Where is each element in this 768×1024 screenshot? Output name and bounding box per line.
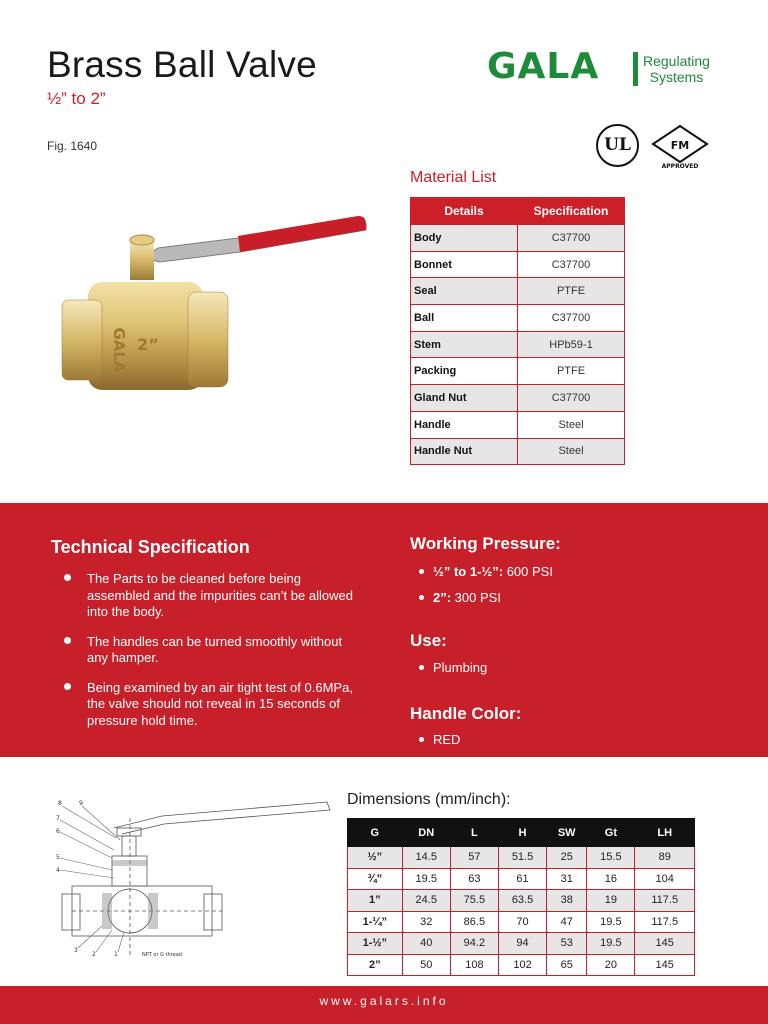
figure-number: Fig. 1640 bbox=[47, 139, 98, 153]
dim-value-cell: 20 bbox=[587, 954, 635, 976]
working-pressure-title: Working Pressure: bbox=[410, 534, 561, 553]
dim-value-cell: 94.2 bbox=[450, 933, 498, 955]
gala-logo bbox=[487, 46, 727, 92]
material-spec: Steel bbox=[518, 411, 625, 438]
table-row bbox=[348, 847, 695, 869]
material-part: Ball bbox=[411, 305, 518, 332]
list-item bbox=[419, 564, 553, 580]
list-item: The Parts to be cleaned before being assembled and the impurities can’t be allowed into the body. bbox=[64, 571, 354, 621]
material-table-header bbox=[411, 198, 625, 225]
logo-sub-line1: Regulating bbox=[643, 53, 710, 69]
dim-value-cell: 70 bbox=[498, 911, 546, 933]
dim-value-cell: 117.5 bbox=[635, 911, 695, 933]
table-row bbox=[411, 278, 625, 305]
material-spec: PTFE bbox=[518, 358, 625, 385]
dim-value-cell: 16 bbox=[587, 868, 635, 890]
dim-value-cell: 38 bbox=[547, 890, 587, 912]
website-link[interactable]: www.galars.info bbox=[319, 994, 449, 1008]
ul-certification-icon: UL bbox=[596, 124, 639, 167]
table-row bbox=[348, 890, 695, 912]
dim-size-cell: 1-¼” bbox=[348, 911, 403, 933]
drawing-callout: 3 bbox=[74, 947, 78, 954]
dim-header: L bbox=[450, 819, 498, 847]
material-header-details: Details bbox=[411, 198, 518, 225]
table-row bbox=[348, 868, 695, 890]
dim-header: LH bbox=[635, 819, 695, 847]
table-row bbox=[348, 954, 695, 976]
material-spec: PTFE bbox=[518, 278, 625, 305]
material-part: Gland Nut bbox=[411, 385, 518, 412]
list-item: The handles can be turned smoothly without any hamper. bbox=[64, 634, 354, 667]
material-spec: C37700 bbox=[518, 305, 625, 332]
drawing-callout: 1 bbox=[114, 951, 118, 958]
specification-band bbox=[0, 503, 768, 757]
dim-header: DN bbox=[402, 819, 450, 847]
logo-word: GALA bbox=[487, 46, 600, 87]
dim-value-cell: 31 bbox=[547, 868, 587, 890]
dim-value-cell: 19.5 bbox=[587, 933, 635, 955]
ball-valve-photo bbox=[48, 200, 378, 420]
photo-size-text: 2” bbox=[137, 335, 159, 354]
drawing-callout: 4 bbox=[56, 867, 60, 874]
fm-approved-icon bbox=[651, 124, 709, 170]
logo-sub-line2: Systems bbox=[649, 69, 704, 85]
table-row bbox=[411, 331, 625, 358]
list-item: Plumbing bbox=[419, 660, 487, 676]
dimensions-table bbox=[347, 818, 695, 976]
dim-size-cell: ¾” bbox=[348, 868, 403, 890]
table-row bbox=[348, 933, 695, 955]
pressure-value: 600 PSI bbox=[503, 564, 553, 579]
material-spec: C37700 bbox=[518, 385, 625, 412]
dim-value-cell: 86.5 bbox=[450, 911, 498, 933]
dim-value-cell: 102 bbox=[498, 954, 546, 976]
material-part: Bonnet bbox=[411, 251, 518, 278]
dimensions-title: Dimensions (mm/inch): bbox=[347, 791, 511, 808]
material-part: Handle bbox=[411, 411, 518, 438]
logo-divider bbox=[633, 52, 638, 86]
dim-value-cell: 19.5 bbox=[587, 911, 635, 933]
technical-spec-list bbox=[64, 571, 354, 742]
table-row bbox=[411, 225, 625, 252]
table-row bbox=[411, 358, 625, 385]
photo-body-text: GALA bbox=[110, 327, 128, 373]
dim-value-cell: 89 bbox=[635, 847, 695, 869]
dim-value-cell: 14.5 bbox=[402, 847, 450, 869]
dim-value-cell: 19.5 bbox=[402, 868, 450, 890]
technical-spec-title: Technical Specification bbox=[51, 537, 250, 557]
dim-value-cell: 145 bbox=[635, 954, 695, 976]
dim-value-cell: 32 bbox=[402, 911, 450, 933]
material-part: Seal bbox=[411, 278, 518, 305]
material-header-spec: Specification bbox=[518, 198, 625, 225]
table-row bbox=[411, 305, 625, 332]
dim-header: G bbox=[348, 819, 403, 847]
material-part: Stem bbox=[411, 331, 518, 358]
list-item: Being examined by an air tight test of 0.6MPa, the valve should not reveal in 15 seconds of pressure hold time. bbox=[64, 680, 354, 730]
material-spec: HPb59-1 bbox=[518, 331, 625, 358]
dim-value-cell: 61 bbox=[498, 868, 546, 890]
drawing-callout: 6 bbox=[56, 828, 60, 835]
drawing-callout: 8 bbox=[58, 800, 62, 807]
drawing-callout: 9 bbox=[79, 800, 83, 807]
dim-value-cell: 63.5 bbox=[498, 890, 546, 912]
use-list bbox=[419, 660, 487, 686]
dim-value-cell: 104 bbox=[635, 868, 695, 890]
dim-value-cell: 65 bbox=[547, 954, 587, 976]
pressure-size-label: ½” to 1-½”: bbox=[433, 564, 504, 579]
fm-label: FM bbox=[670, 139, 690, 152]
material-spec: C37700 bbox=[518, 225, 625, 252]
dim-value-cell: 19 bbox=[587, 890, 635, 912]
drawing-callout: 5 bbox=[56, 854, 60, 861]
dim-header: SW bbox=[547, 819, 587, 847]
size-range: ½” to 2” bbox=[47, 89, 106, 108]
product-title: Brass Ball Valve bbox=[47, 44, 317, 85]
dim-size-cell: ½” bbox=[348, 847, 403, 869]
table-row bbox=[348, 911, 695, 933]
dim-size-cell: 1” bbox=[348, 890, 403, 912]
drawing-callout: 7 bbox=[56, 815, 60, 822]
dim-value-cell: 24.5 bbox=[402, 890, 450, 912]
pressure-value: 300 PSI bbox=[451, 590, 501, 605]
use-title: Use: bbox=[410, 631, 447, 650]
material-table bbox=[410, 197, 625, 465]
dim-value-cell: 51.5 bbox=[498, 847, 546, 869]
dimensions-table-header bbox=[348, 819, 695, 847]
material-part: Handle Nut bbox=[411, 438, 518, 465]
fm-approved-label: APPROVED bbox=[661, 163, 699, 170]
dim-value-cell: 117.5 bbox=[635, 890, 695, 912]
dim-value-cell: 94 bbox=[498, 933, 546, 955]
logo-subtitle bbox=[643, 53, 710, 85]
dim-value-cell: 57 bbox=[450, 847, 498, 869]
dim-header: H bbox=[498, 819, 546, 847]
dim-value-cell: 108 bbox=[450, 954, 498, 976]
table-row bbox=[411, 385, 625, 412]
dim-value-cell: 40 bbox=[402, 933, 450, 955]
table-row bbox=[411, 251, 625, 278]
material-list-title: Material List bbox=[410, 169, 497, 186]
dim-value-cell: 63 bbox=[450, 868, 498, 890]
dim-header: Gt bbox=[587, 819, 635, 847]
table-row bbox=[411, 438, 625, 465]
dim-value-cell: 25 bbox=[547, 847, 587, 869]
list-item: RED bbox=[419, 732, 460, 748]
dim-size-cell: 1-½” bbox=[348, 933, 403, 955]
material-part: Body bbox=[411, 225, 518, 252]
dim-value-cell: 53 bbox=[547, 933, 587, 955]
dim-value-cell: 75.5 bbox=[450, 890, 498, 912]
handle-color-list bbox=[419, 732, 460, 758]
dim-value-cell: 50 bbox=[402, 954, 450, 976]
drawing-callout: 2 bbox=[92, 951, 96, 958]
list-item bbox=[419, 590, 553, 606]
footer-bar bbox=[0, 986, 768, 1024]
handle-color-title: Handle Color: bbox=[410, 704, 522, 723]
working-pressure-list bbox=[419, 564, 553, 616]
table-row bbox=[411, 411, 625, 438]
dim-value-cell: 145 bbox=[635, 933, 695, 955]
dim-value-cell: 47 bbox=[547, 911, 587, 933]
valve-technical-drawing bbox=[42, 798, 337, 968]
thread-note: NPT or G thread bbox=[142, 952, 182, 958]
pressure-size-label: 2”: bbox=[433, 590, 452, 605]
dim-value-cell: 15.5 bbox=[587, 847, 635, 869]
material-part: Packing bbox=[411, 358, 518, 385]
material-spec: Steel bbox=[518, 438, 625, 465]
material-spec: C37700 bbox=[518, 251, 625, 278]
dim-size-cell: 2” bbox=[348, 954, 403, 976]
